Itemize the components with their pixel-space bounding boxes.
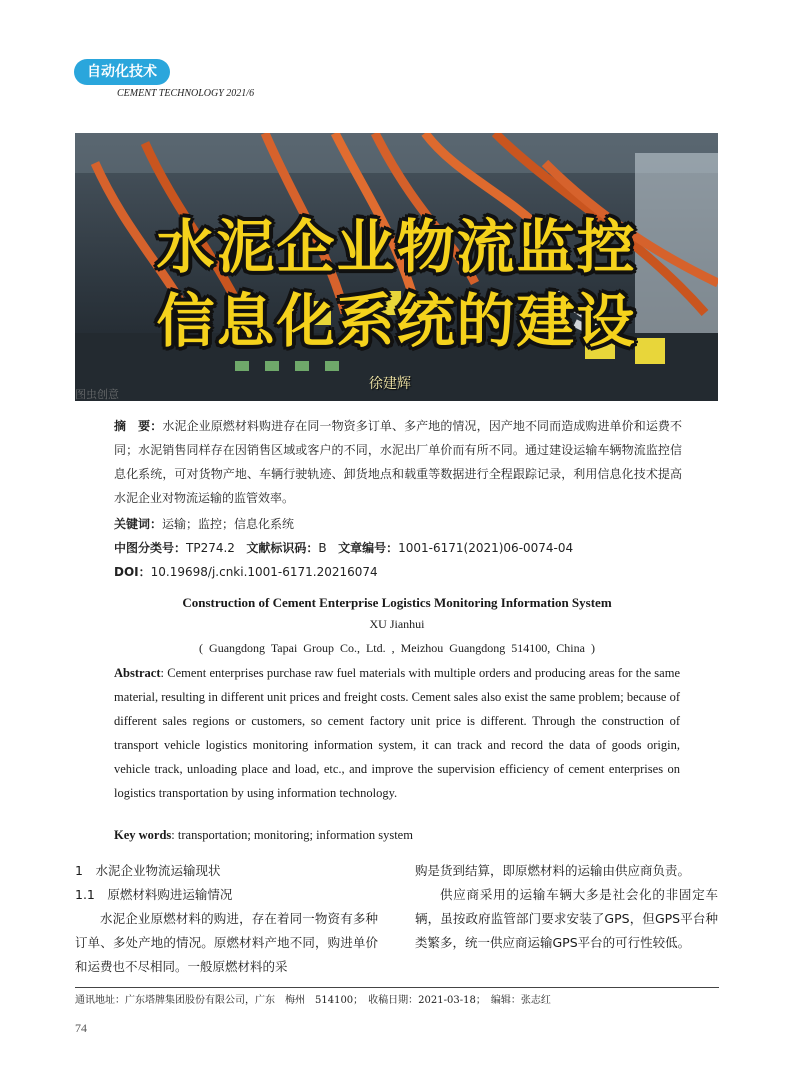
article-title-line-1: 水泥企业物流监控 (156, 213, 637, 281)
hero-author: 徐建辉 (369, 376, 411, 392)
clc-label: 中图分类号： (114, 541, 187, 555)
doi-value[interactable]: 10.19698/j.cnki.1001-6171.20216074 (150, 565, 378, 579)
doi-label: DOI： (114, 565, 151, 579)
body-column-right (415, 859, 718, 955)
english-abstract (114, 661, 680, 805)
body-paragraph-1-continued: 购是货到结算，即原燃材料的运输由供应商负责。 (415, 863, 691, 878)
english-affiliation: ( Guangdong Tapai Group Co., Ltd. , Meizhou Guangdong 514100, China ) (199, 641, 595, 655)
english-abstract-text: : Cement enterprises purchase raw fuel materials with multiple orders and producing areas for the same material, resulting in different unit prices and freight costs. Cement sales also exist the same problem; because of different sales regions or customers, so cement factory unit price is different. Through the construction of transport vehicle logistics monitoring information system, it can track and record the data of goods origin, vehicle track, unloading place and load, etc., and improve the supervision efficiency of cement enterprises on logistics transportation by using information technology. (114, 666, 680, 800)
abstract-text: 水泥企业原燃材料购进存在同一物资多订单、多产地的情况，因产地不同而造成购进单价和运费不同；水泥销售同样存在因销售区域或客户的不同，水泥出厂单价而有所不同。通过建设运输车辆物流监控信息化系统，可对货物产地、车辆行驶轨迹、卸货地点和载重等数据进行全程跟踪记录，利用信息化技术提高水泥企业对物流运输的监管效率。 (114, 419, 682, 505)
english-author: XU Jianhui (369, 617, 425, 631)
english-abstract-label: Abstract (114, 666, 161, 680)
keywords-cn (114, 515, 294, 532)
doi-line (114, 563, 378, 580)
article-number-value: 1001-6171(2021)06-0074-04 (398, 541, 574, 555)
doc-code-label: 文献标识码： (246, 541, 319, 555)
image-watermark: 图虫创意 (75, 388, 119, 401)
body-column-left (75, 859, 378, 979)
article-title-line-2: 信息化系统的建设 (156, 287, 637, 355)
article-number-label: 文章编号： (338, 541, 399, 555)
journal-running-head: CEMENT TECHNOLOGY 2021/6 (117, 88, 255, 99)
keywords-text: 运输；监控；信息化系统 (162, 517, 295, 531)
doc-code-value: B (318, 541, 327, 555)
english-keywords-label: Key words (114, 828, 172, 842)
page-number: 74 (75, 1021, 87, 1035)
clc-value: TP274.2 (186, 541, 235, 555)
classification-line (114, 539, 573, 556)
section-heading-1-1: 1.1 原燃材料购进运输情况 (75, 887, 233, 902)
footnote: 通讯地址：广东塔牌集团股份有限公司，广东 梅州 514100； 收稿日期：2021-03-18； 编辑：张志红 (75, 995, 551, 1006)
body-paragraph-1: 水泥企业原燃材料的购进，存在着同一物资有多种订单、多处产地的情况。原燃材料产地不同，购进单价和运费也不尽相同。一般原燃材料的采 (75, 911, 378, 974)
chinese-abstract (114, 414, 682, 510)
body-paragraph-2: 供应商采用的运输车辆大多是社会化的非固定车辆，虽按政府监管部门要求安装了GPS，但GPS平台种类繁多，统一供应商运输GPS平台的可行性较低。 (415, 887, 718, 950)
abstract-label: 摘 要： (114, 419, 163, 433)
footnote-divider (75, 987, 719, 988)
keywords-label: 关键词： (114, 517, 163, 531)
english-keywords (114, 828, 413, 843)
english-title: Construction of Cement Enterprise Logistics Monitoring Information System (182, 595, 612, 610)
section-badge: 自动化技术 (74, 59, 170, 85)
english-keywords-text: : transportation; monitoring; information system (171, 828, 413, 842)
section-heading-1: 1 水泥企业物流运输现状 (75, 863, 221, 878)
